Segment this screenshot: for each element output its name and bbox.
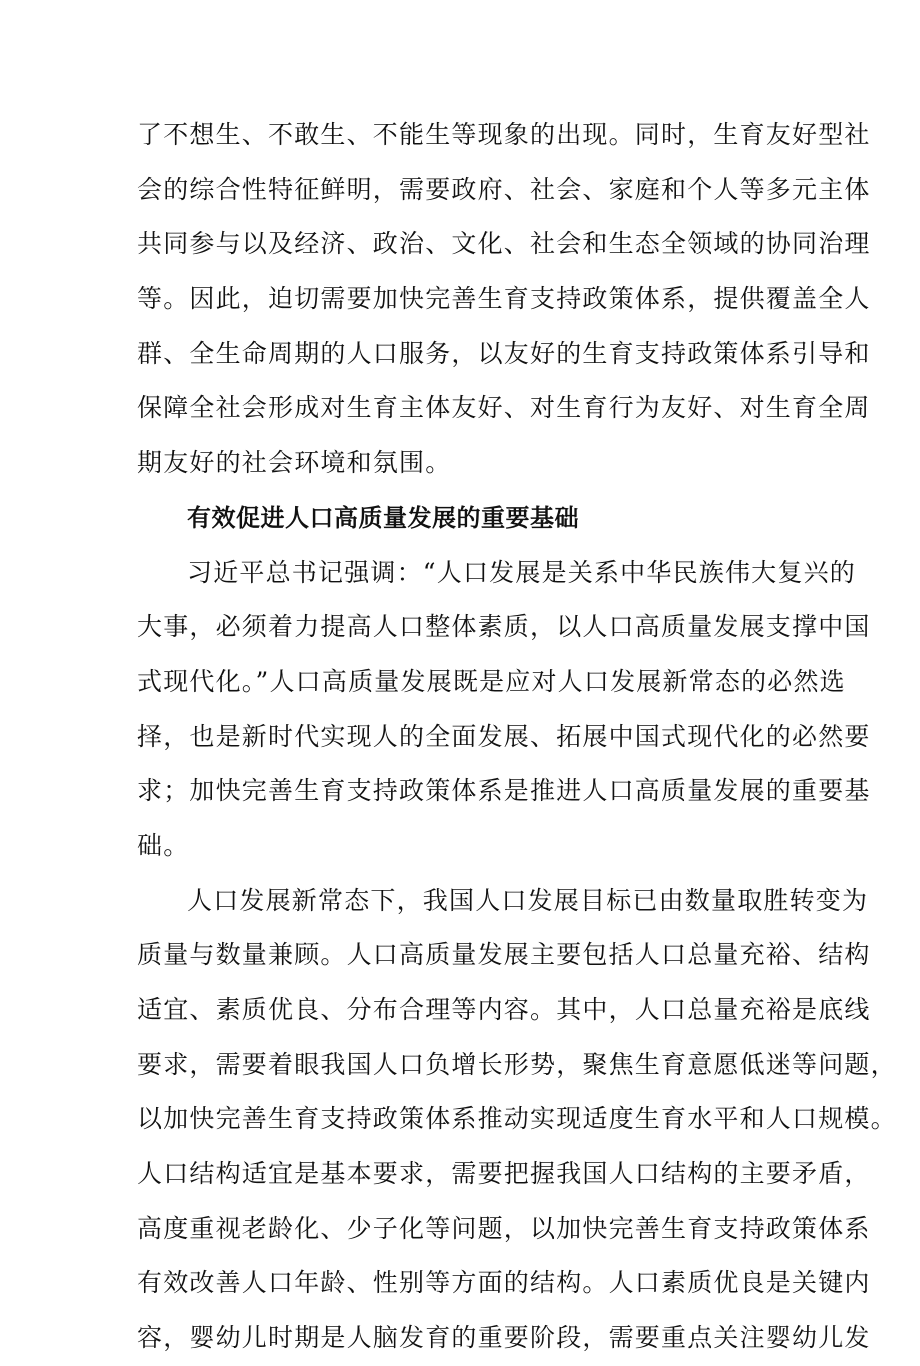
paragraph-line: 等。因此，迫切需要加快完善生育支持政策体系，提供覆盖全人	[137, 284, 871, 314]
paragraph-line: 会的综合性特征鲜明，需要政府、社会、家庭和个人等多元主体	[137, 174, 871, 204]
paragraph-line: 保障全社会形成对生育主体友好、对生育行为友好、对生育全周	[137, 393, 871, 423]
paragraph-line: 大事，必须着力提高人口整体素质，以人口高质量发展支撑中国	[137, 612, 871, 642]
paragraph-line: 习近平总书记强调：“人口发展是关系中华民族伟大复兴的	[187, 557, 856, 587]
paragraph-line: 以加快完善生育支持政策体系推动实现适度生育水平和人口规模。	[137, 1104, 897, 1134]
paragraph-line: 容，婴幼儿时期是人脑发育的重要阶段，需要重点关注婴幼儿发	[137, 1323, 871, 1353]
section-heading: 有效促进人口高质量发展的重要基础	[187, 503, 579, 532]
paragraph-line: 人口结构适宜是基本要求，需要把握我国人口结构的主要矛盾，	[137, 1159, 871, 1189]
paragraph-line: 期友好的社会环境和氛围。	[137, 448, 452, 478]
paragraph-line: 求；加快完善生育支持政策体系是推进人口高质量发展的重要基	[137, 776, 871, 806]
paragraph-line: 高度重视老龄化、少子化等问题，以加快完善生育支持政策体系	[137, 1213, 871, 1243]
paragraph-line: 了不想生、不敢生、不能生等现象的出现。同时，生育友好型社	[137, 120, 871, 149]
paragraph-line: 群、全生命周期的人口服务，以友好的生育支持政策体系引导和	[137, 338, 871, 368]
paragraph-line: 适宜、素质优良、分布合理等内容。其中，人口总量充裕是底线	[137, 995, 871, 1024]
paragraph-line: 共同参与以及经济、政治、文化、社会和生态全领域的协同治理	[137, 229, 871, 259]
paragraph-line: 质量与数量兼顾。人口高质量发展主要包括人口总量充裕、结构	[137, 940, 871, 970]
document-body	[137, 108, 897, 1366]
paragraph-line: 人口发展新常态下，我国人口发展目标已由数量取胜转变为	[187, 885, 869, 915]
paragraph-line: 础。	[137, 830, 190, 860]
paragraph-line: 式现代化。”人口高质量发展既是应对人口发展新常态的必然选	[137, 666, 846, 696]
paragraph-line: 要求，需要着眼我国人口负增长形势，聚焦生育意愿低迷等问题，	[137, 1049, 897, 1079]
paragraph-line: 择，也是新时代实现人的全面发展、拓展中国式现代化的必然要	[137, 721, 871, 751]
paragraph-line: 有效改善人口年龄、性别等方面的结构。人口素质优良是关键内	[137, 1268, 871, 1298]
